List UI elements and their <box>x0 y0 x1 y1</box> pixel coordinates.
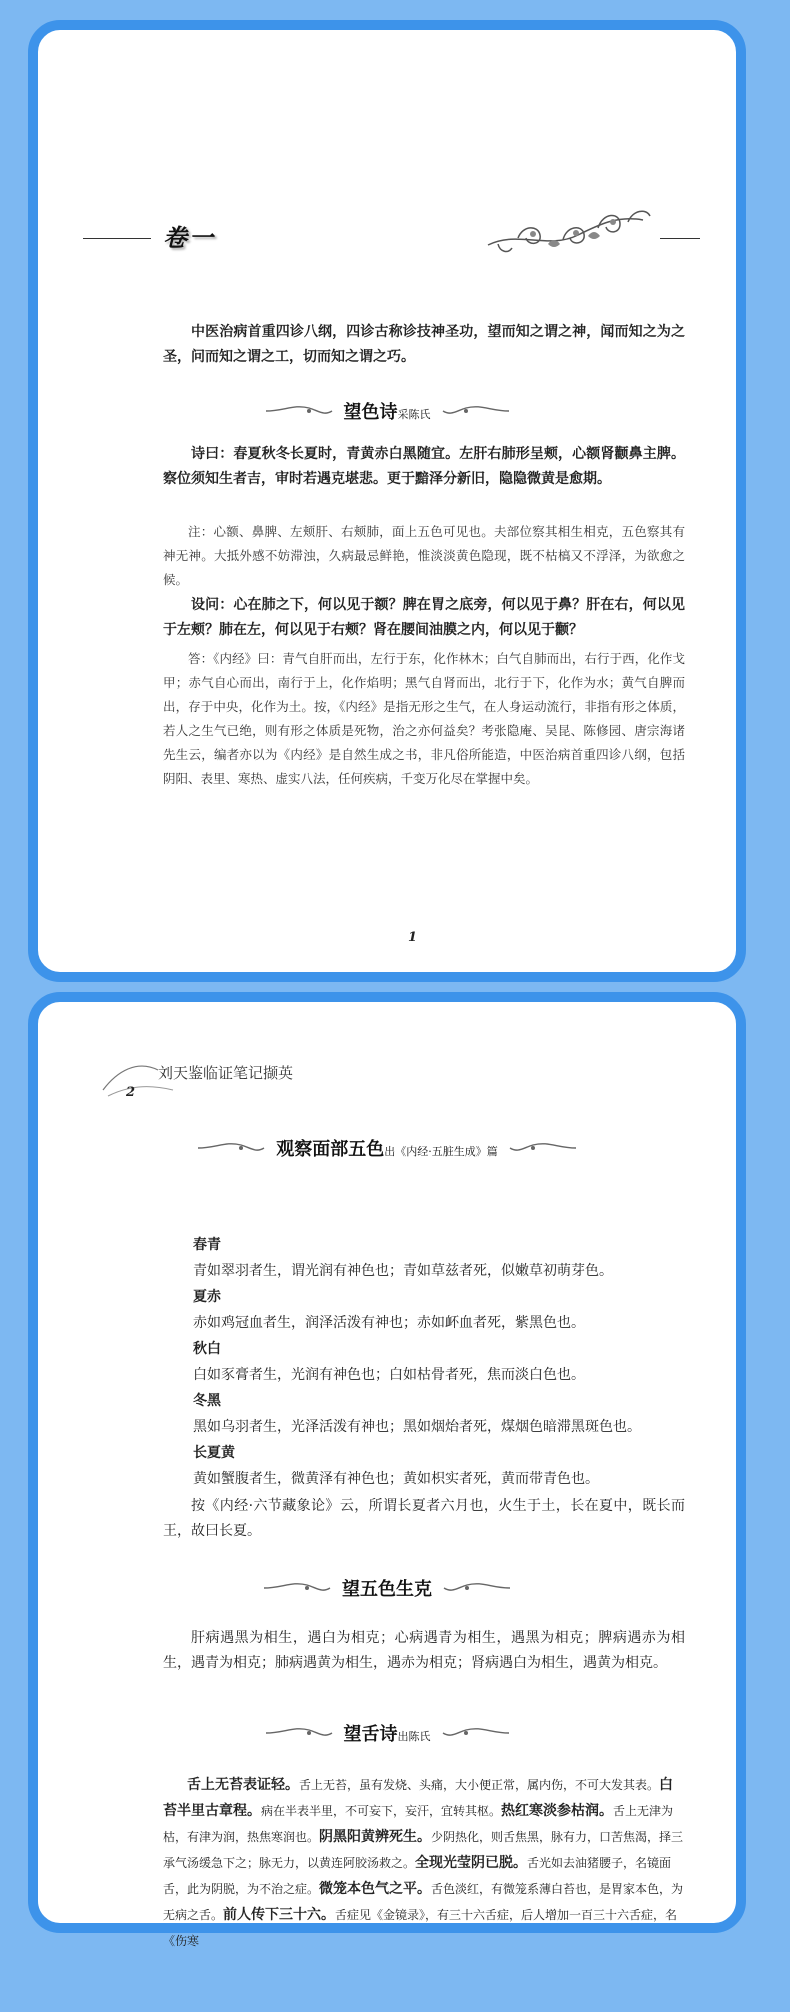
section-heading-wangshe <box>38 1717 736 1749</box>
color-text: 青如翠羽者生，谓光润有神色也；青如草兹者死，似嫩草初萌芽色。 <box>193 1263 613 1279</box>
color-text: 黑如乌羽者生，光泽活泼有神也；黑如烟炲者死，煤烟色暗滞黑斑色也。 <box>193 1419 641 1435</box>
tongue-note: 舌上无津为枯，有津为润，热焦寒润也。 <box>163 1804 674 1844</box>
color-text: 黄如蟹腹者生，微黄泽有神色也；黄如枳实者死，黄而带青色也。 <box>193 1471 599 1487</box>
section1-title: 望色诗 <box>343 402 398 423</box>
section2-title: 观察面部五色 <box>276 1139 385 1160</box>
heading-ornament-left-icon <box>196 1139 266 1157</box>
heading-ornament-right-icon <box>441 402 511 420</box>
vine-ornament-icon <box>478 200 658 260</box>
tongue-line: 白苔半里古章程。 <box>163 1777 674 1819</box>
heading-ornament-left-icon <box>264 1724 334 1742</box>
section-heading-shengke <box>38 1572 736 1604</box>
question-paragraph: 设问：心在肺之下，何以见于额？脾在胃之底旁，何以见于鼻？肝在右，何以见于左颊？肺在左，何以见于右颊？肾在腰间油膜之内，何以见于颧？ <box>163 597 685 638</box>
tongue-note: 舌光如去油猪腰子，名镜面舌，此为阴脱，为不治之症。 <box>163 1856 672 1896</box>
section3-title: 望五色生克 <box>342 1579 432 1600</box>
heading-ornament-right-icon <box>441 1724 511 1742</box>
tongue-line: 阴黑阳黄辨死生。 <box>319 1829 432 1845</box>
page-number-2: 2 <box>126 1085 136 1100</box>
tongue-note: 舌色淡红，有微笼系薄白苔也，是胃家本色，为无病之舌。 <box>163 1882 684 1922</box>
color-season: 长夏黄 <box>193 1445 235 1461</box>
title-rule-left <box>83 238 151 239</box>
tongue-line: 前人传下三十六。 <box>223 1907 336 1923</box>
title-rule-right <box>660 238 700 239</box>
heading-ornament-right-icon <box>508 1139 578 1157</box>
tongue-note: 舌上无苔，虽有发烧、头痛，大小便正常，属内伤，不可大发其表。 <box>299 1778 660 1792</box>
page-number-1: 1 <box>408 930 418 945</box>
shengke-paragraph: 肝病遇黑为相生，遇白为相克；心病遇青为相生，遇黑为相克；脾病遇赤为相生，遇青为相克；肺病遇黄为相生，遇赤为相克；肾病遇白为相生，遇黄为相克。 <box>163 1630 685 1671</box>
heading-ornament-left-icon <box>262 1579 332 1597</box>
section4-source: 出陈氏 <box>397 1730 431 1743</box>
answer-paragraph: 答：《内经》曰：青气自肝而出，左行于东，化作林木；白气自肺而出，右行于西，化作戈甲；赤气自心而出，南行于上，化作焰明；黑气自肾而出，北行于下，化作为水；黄气自脾而出，存于中央，化作为土。按，《内经》是指无形之生气，在人身运动流行，非指有形之体质，若人之生气已绝，则有形之体质是死物，治之亦何益矣？考张隐庵、吴昆、陈修园、唐宗海诸先生云，编者亦以为《内经》是自然生成之书，非凡俗所能造，中医治病首重四诊八纲，包括阴阳、表里、寒热、虚实八法，任何疾病，千变万化尽在掌握中矣。 <box>163 651 685 786</box>
note-paragraph: 注：心额、鼻脾、左颊肝、右颊肺，面上五色可见也。夫部位察其相生相克，五色察其有神无神。大抵外感不妨滞浊，久病最忌鲜艳，惟淡淡黄色隐现，既不枯槁又不浮泽，为欲愈之候。 <box>163 524 685 587</box>
tongue-line: 舌上无苔表证轻。 <box>187 1777 299 1793</box>
color-season: 秋白 <box>193 1341 221 1357</box>
tongue-line: 热红寒淡参枯润。 <box>501 1803 614 1819</box>
heading-ornament-right-icon <box>442 1579 512 1597</box>
color-season: 冬黑 <box>193 1393 221 1409</box>
colors-note-paragraph: 按《内经·六节藏象论》云，所谓长夏者六月也，火生于土，长在夏中，既长而王，故曰长夏。 <box>163 1498 685 1539</box>
color-list <box>193 1232 693 1492</box>
poem-paragraph: 诗曰：春夏秋冬长夏时，青黄赤白黑随宜。左肝右肺形呈颊，心额肾颧鼻主脾。察位须知生者吉，审时若遇克堪悲。更于黯泽分新旧，隐隐微黄是愈期。 <box>163 446 685 487</box>
section4-title: 望舌诗 <box>343 1724 398 1745</box>
section-heading-wuse <box>38 1132 736 1164</box>
section1-source: 采陈氏 <box>397 408 431 421</box>
tongue-note: 舌症见《金镜录》，有三十六舌症，后人增加一百三十六舌症，名《伤寒 <box>163 1908 678 1948</box>
color-text: 白如豕膏者生，光润有神色也；白如枯骨者死，焦而淡白色也。 <box>193 1367 585 1383</box>
volume-title: 卷一 <box>163 224 215 252</box>
intro-paragraph: 中医治病首重四诊八纲，四诊古称诊技神圣功，望而知之谓之神，闻而知之为之圣，问而知之谓之工，切而知之谓之巧。 <box>163 324 685 365</box>
color-season: 春青 <box>193 1237 221 1253</box>
tongue-poem-paragraph <box>163 1772 685 1954</box>
section2-source: 出《内经·五脏生成》篇 <box>384 1145 498 1158</box>
book-title: 刘天鉴临证笔记撷英 <box>158 1064 294 1082</box>
color-season: 夏赤 <box>193 1289 221 1305</box>
color-text: 赤如鸡冠血者生，润泽活泼有神也；赤如衃血者死，紫黑色也。 <box>193 1315 585 1331</box>
section-heading-wangse <box>38 395 736 427</box>
tongue-line: 微笼本色气之平。 <box>319 1881 432 1897</box>
page-card-1 <box>28 20 746 982</box>
tongue-note: 少阴热化，则舌焦黑，脉有力，口苦焦渴，择三承气汤缓急下之；脉无力，以黄连阿胶汤救之。 <box>163 1830 684 1870</box>
tongue-note: 病在半表半里，不可妄下，妄汗，宜转其枢。 <box>261 1804 502 1818</box>
page-card-2 <box>28 992 746 1948</box>
heading-ornament-left-icon <box>264 402 334 420</box>
tongue-line: 全现光莹阴已脱。 <box>415 1855 528 1871</box>
